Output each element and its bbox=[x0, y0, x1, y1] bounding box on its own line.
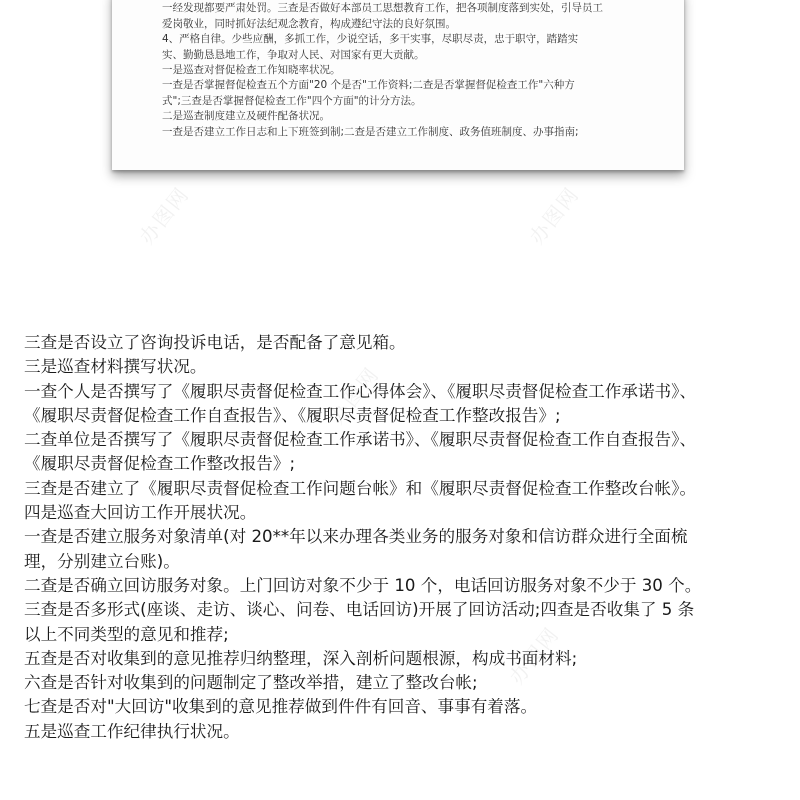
paragraph-line: 三查是否设立了咨询投诉电话，是否配备了意见箱。 bbox=[24, 333, 406, 352]
watermark: 办图网 bbox=[324, 362, 384, 429]
scanned-text-line: 一是巡查对督促检查工作知晓率状况。 bbox=[162, 64, 341, 77]
scanned-text-line: 4、严格自律。少些应酬，多抓工作，少说空话，多干实事，尽职尽责，忠于职守，踏踏实 bbox=[162, 33, 579, 46]
paragraph-line: 以上不同类型的意见和推荐; bbox=[24, 624, 229, 644]
scanned-text-line: 式";三查是否掌握督促检查工作"四个方面"的计分方法。 bbox=[162, 94, 422, 107]
paragraph-line: 《履职尽责督促检查工作自查报告》、《履职尽责督促检查工作整改报告》; bbox=[24, 405, 561, 425]
scanned-text-line: 二是巡查制度建立及硬件配备状况。 bbox=[162, 110, 330, 123]
paragraph-line: 四是巡查大回访工作开展状况。 bbox=[24, 503, 257, 523]
scanned-text-line: 一查是否建立工作日志和上下班签到制;二查是否建立工作制度、政务值班制度、办事指南; bbox=[162, 125, 579, 138]
paragraph-line: 六查是否针对收集到的问题制定了整改举措，建立了整改台帐; bbox=[24, 673, 478, 693]
scanned-text-line: 一查是否掌握督促检查五个方面"20 个是否"工作资料;二查是否掌握督促检查工作"六种方 bbox=[162, 79, 575, 92]
paragraph-line: 五是巡查工作纪律执行状况。 bbox=[24, 721, 240, 741]
watermark: 办图网 bbox=[524, 182, 584, 249]
paragraph-line: 五查是否对收集到的意见推荐归纳整理，深入剖析问题根源，构成书面材料; bbox=[24, 648, 578, 668]
paragraph-line: 二查是否确立回访服务对象。上门回访对象不少于 10 个，电话回访服务对象不少于 30 个。 bbox=[24, 575, 702, 595]
paragraph-line: 七查是否对"大回访"收集到的意见推荐做到件件有回音、事事有着落。 bbox=[24, 697, 538, 717]
watermark: 办图网 bbox=[504, 622, 564, 689]
scanned-page-text bbox=[162, 0, 672, 140]
document-body bbox=[24, 331, 780, 744]
scanned-text-line: 实、勤勤恳恳地工作，争取对人民、对国家有更大贡献。 bbox=[162, 48, 425, 61]
scanned-text-line: 一经发现都要严肃处罚。三查是否做好本部员工思想教育工作，把各项制度落到实处，引导员工 bbox=[162, 2, 603, 15]
paragraph-line: 一查是否建立服务对象清单(对 20**年以来办理各类业务的服务对象和信访群众进行全面梳 bbox=[24, 527, 688, 547]
scanned-text-line: 爱岗敬业，同时抓好法纪观念教育，构成遵纪守法的良好氛围。 bbox=[162, 17, 456, 30]
paragraph-line: 二查单位是否撰写了《履职尽责督促检查工作承诺书》、《履职尽责督促检查工作自查报告》、 bbox=[24, 430, 697, 450]
watermark: 办图网 bbox=[134, 182, 194, 249]
paragraph-line: 三是巡查材料撰写状况。 bbox=[24, 357, 207, 377]
paragraph-line: 《履职尽责督促检查工作整改报告》; bbox=[24, 454, 296, 474]
paragraph-line: 三查是否多形式(座谈、走访、谈心、问卷、电话回访)开展了回访活动;四查是否收集了 5 条 bbox=[24, 600, 695, 620]
scanned-page-preview bbox=[112, 0, 684, 170]
paragraph-line: 理，分别建立台账)。 bbox=[24, 551, 180, 571]
paragraph-line: 一查个人是否撰写了《履职尽责督促检查工作心得体会》、《履职尽责督促检查工作承诺书》、 bbox=[24, 381, 697, 401]
paragraph-line: 三查是否建立了《履职尽责督促检查工作问题台帐》和《履职尽责督促检查工作整改台帐》。 bbox=[24, 478, 697, 498]
